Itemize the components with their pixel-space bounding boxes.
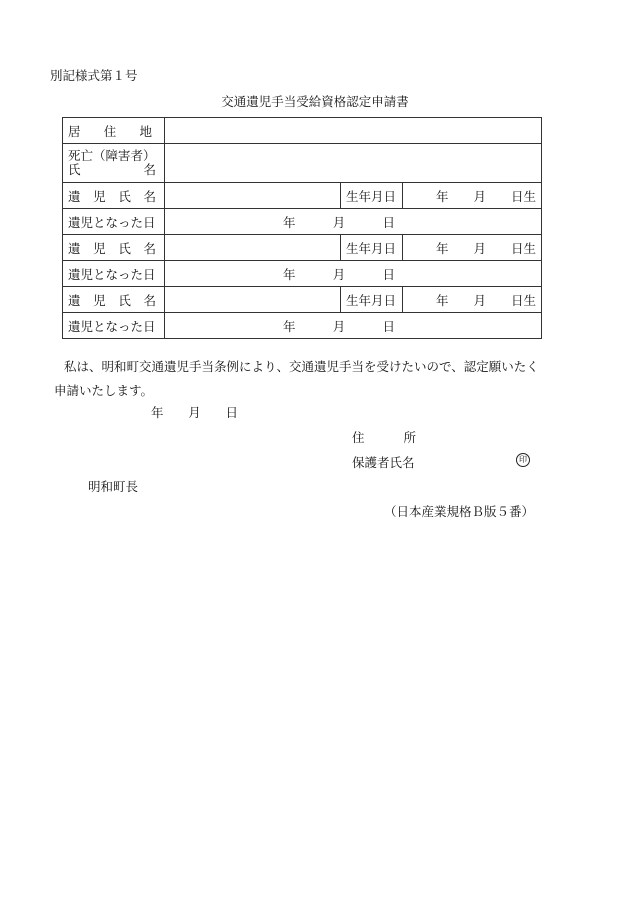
seal-icon: 印	[516, 453, 530, 467]
became-orphan-date-field[interactable]: 年 月 日	[165, 261, 542, 287]
application-date-month: 月	[188, 405, 201, 420]
child-name-label: 遺 児 氏 名	[63, 235, 165, 261]
residence-label: 居 住 地	[63, 118, 165, 144]
addressee: 明和町長	[88, 479, 139, 494]
form-number: 別記様式第１号	[50, 68, 138, 83]
guardian-name-label: 保護者氏名	[352, 455, 415, 470]
birthdate-field[interactable]: 年 月 日生	[403, 235, 542, 261]
application-date[interactable]	[151, 403, 238, 421]
child-name-label: 遺 児 氏 名	[63, 183, 165, 209]
birthdate-label: 生年月日	[341, 183, 403, 209]
child-name-field[interactable]	[165, 183, 341, 209]
document-title: 交通遺児手当受給資格認定申請書	[221, 94, 409, 109]
became-orphan-row	[63, 313, 542, 339]
paper-size-note: （日本産業規格Ｂ版５番）	[383, 504, 534, 519]
became-orphan-date-field[interactable]: 年 月 日	[165, 209, 542, 235]
birthdate-label: 生年月日	[341, 235, 403, 261]
deceased-row	[63, 144, 542, 183]
deceased-label: 死亡（障害者） 氏 名	[63, 144, 165, 183]
child-name-field[interactable]	[165, 287, 341, 313]
birthdate-field[interactable]: 年 月 日生	[403, 287, 542, 313]
application-statement	[54, 355, 564, 403]
child-name-row	[63, 235, 542, 261]
became-orphan-label: 遺児となった日	[63, 313, 165, 339]
statement-line-1: 私は、明和町交通遺児手当条例により、交通遺児手当を受けたいので、認定願いたく	[64, 359, 539, 374]
child-name-label: 遺 児 氏 名	[63, 287, 165, 313]
birthdate-label: 生年月日	[341, 287, 403, 313]
birthdate-field[interactable]: 年 月 日生	[403, 183, 542, 209]
statement-line-2: 申請いたします。	[54, 383, 154, 398]
deceased-name-field[interactable]	[165, 144, 542, 183]
applicant-address-label: 住 所	[352, 430, 416, 445]
became-orphan-date-field[interactable]: 年 月 日	[165, 313, 542, 339]
child-name-row	[63, 183, 542, 209]
became-orphan-row	[63, 209, 542, 235]
application-table	[62, 117, 542, 339]
residence-row	[63, 118, 542, 144]
became-orphan-row	[63, 261, 542, 287]
child-name-row	[63, 287, 542, 313]
became-orphan-label: 遺児となった日	[63, 261, 165, 287]
child-name-field[interactable]	[165, 235, 341, 261]
application-date-day: 日	[225, 405, 238, 420]
residence-field[interactable]	[165, 118, 542, 144]
became-orphan-label: 遺児となった日	[63, 209, 165, 235]
application-date-year: 年	[151, 405, 164, 420]
